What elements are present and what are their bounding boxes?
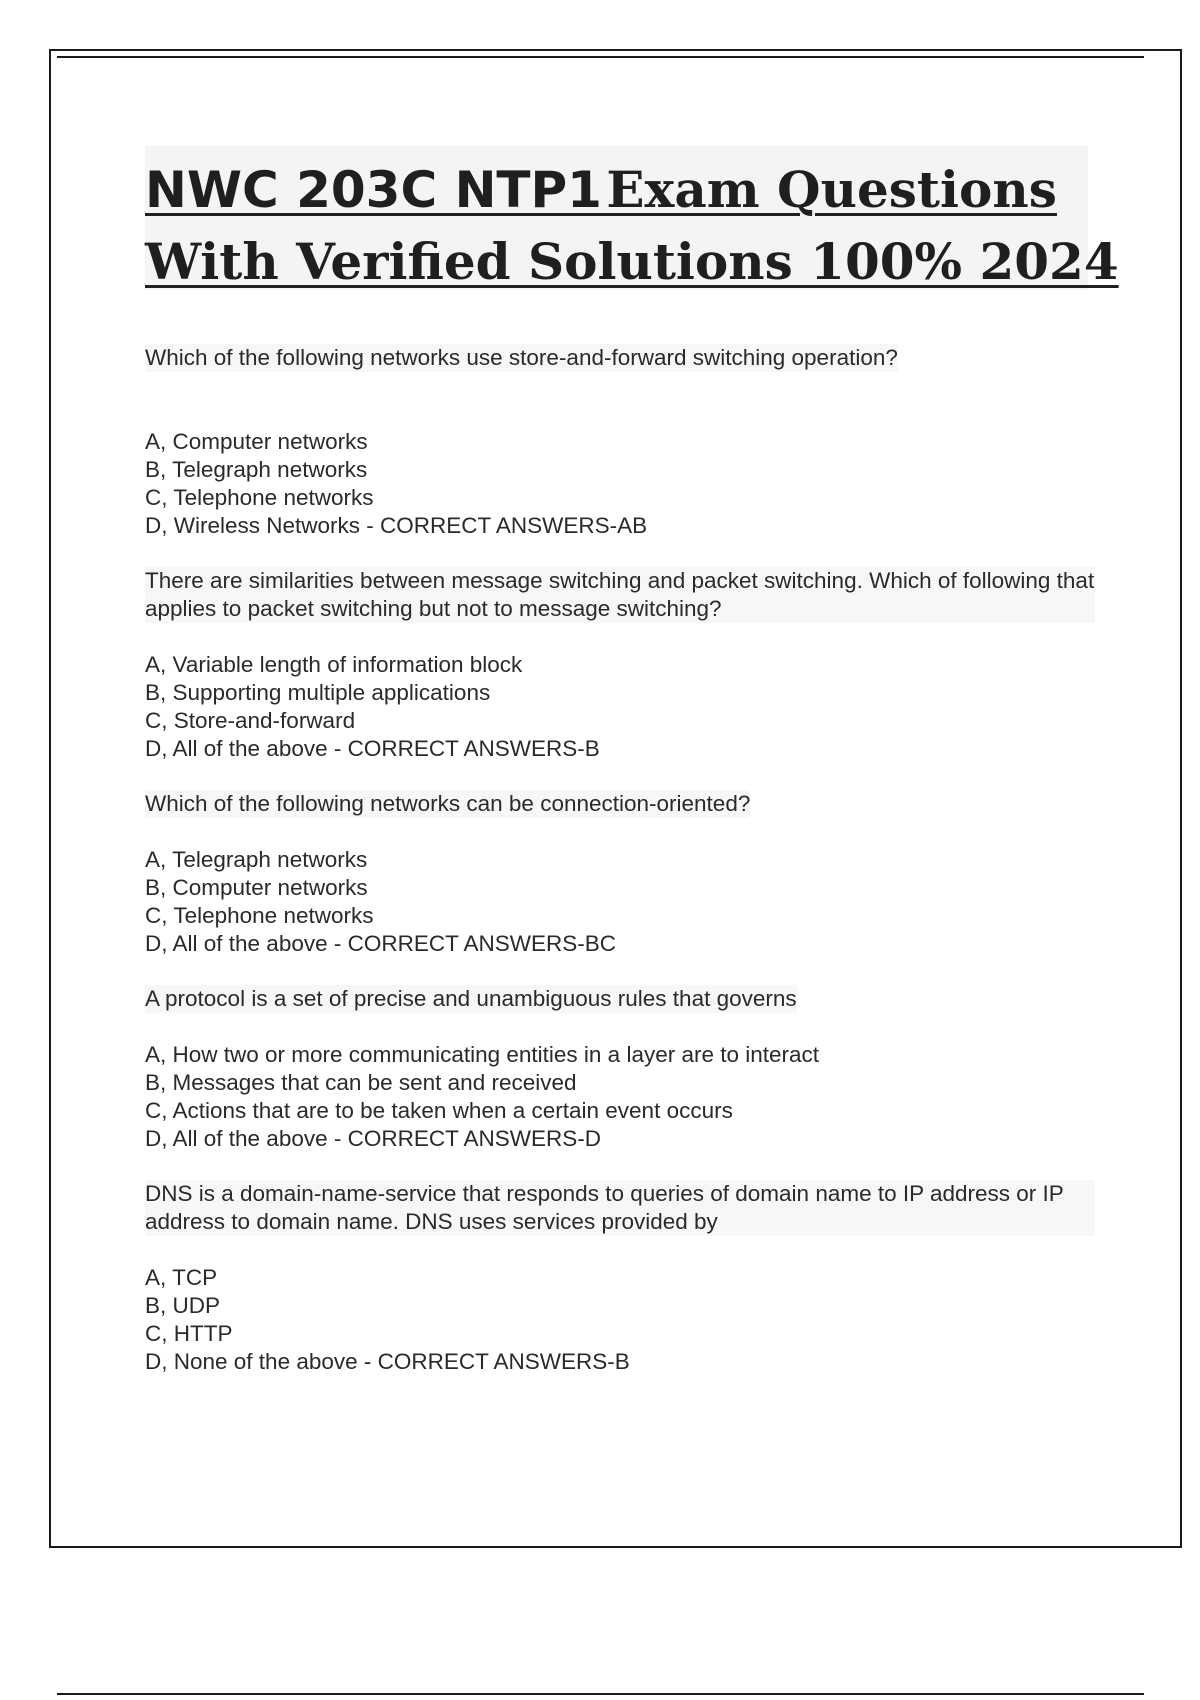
bottom-rule [57,1693,1144,1695]
question-text: There are similarities between message switching and packet switching. Which of following that applies to packet switching but not to message switching? [145,568,1095,621]
answer-option: A, How two or more communicating entities in a layer are to interact [145,1042,820,1067]
question-block [145,790,1095,958]
question-list [145,344,1095,1376]
question-text: DNS is a domain-name-service that responds to queries of domain name to IP address or IP address to domain name. DNS uses services provided by [145,1180,1095,1236]
title-course-code: NWC 203C NTP1 [145,161,602,219]
top-rule [57,56,1144,58]
document-title [145,146,1119,291]
answer-option: C, Telephone networks [145,903,374,928]
question-text: Which of the following networks use store-and-forward switching operation? [145,345,898,370]
question-text: A protocol is a set of precise and unambiguous rules that governs [145,986,797,1011]
answer-option: B, Telegraph networks [145,457,368,482]
answer-option: B, Messages that can be sent and received [145,1070,577,1095]
answer-option: C, HTTP [145,1321,233,1346]
answer-options [145,846,1095,958]
answer-option: A, Variable length of information block [145,652,523,677]
question-block [145,1180,1095,1376]
answer-option: B, UDP [145,1293,221,1318]
answer-option: C, Telephone networks [145,485,374,510]
answer-options [145,428,1095,540]
answer-options [145,651,1095,763]
answer-option: A, TCP [145,1265,218,1290]
answer-option: A, Computer networks [145,429,368,454]
question-block [145,985,1095,1153]
title-line-2 [145,226,1119,298]
answer-option-correct: D, None of the above - CORRECT ANSWERS-B [145,1349,630,1374]
question-block [145,567,1095,763]
answer-option-correct: D, All of the above - CORRECT ANSWERS-D [145,1126,601,1151]
answer-option: C, Store-and-forward [145,708,356,733]
answer-option-correct: D, All of the above - CORRECT ANSWERS-BC [145,931,616,956]
answer-option: A, Telegraph networks [145,847,368,872]
answer-option: B, Supporting multiple applications [145,680,491,705]
title-line-2-text: With Verified Solutions 100% 2024 [145,232,1119,291]
question-text: Which of the following networks can be connection-oriented? [145,791,751,816]
answer-option: B, Computer networks [145,875,368,900]
answer-option-correct: D, All of the above - CORRECT ANSWERS-B [145,736,600,761]
title-line-1 [145,154,1088,226]
answer-option: C, Actions that are to be taken when a certain event occurs [145,1098,733,1123]
question-block [145,344,1095,540]
answer-option-correct: D, Wireless Networks - CORRECT ANSWERS-AB [145,513,648,538]
answer-options [145,1041,1095,1153]
answer-options [145,1264,1095,1376]
title-line-1-text: Exam Questions [606,160,1057,219]
